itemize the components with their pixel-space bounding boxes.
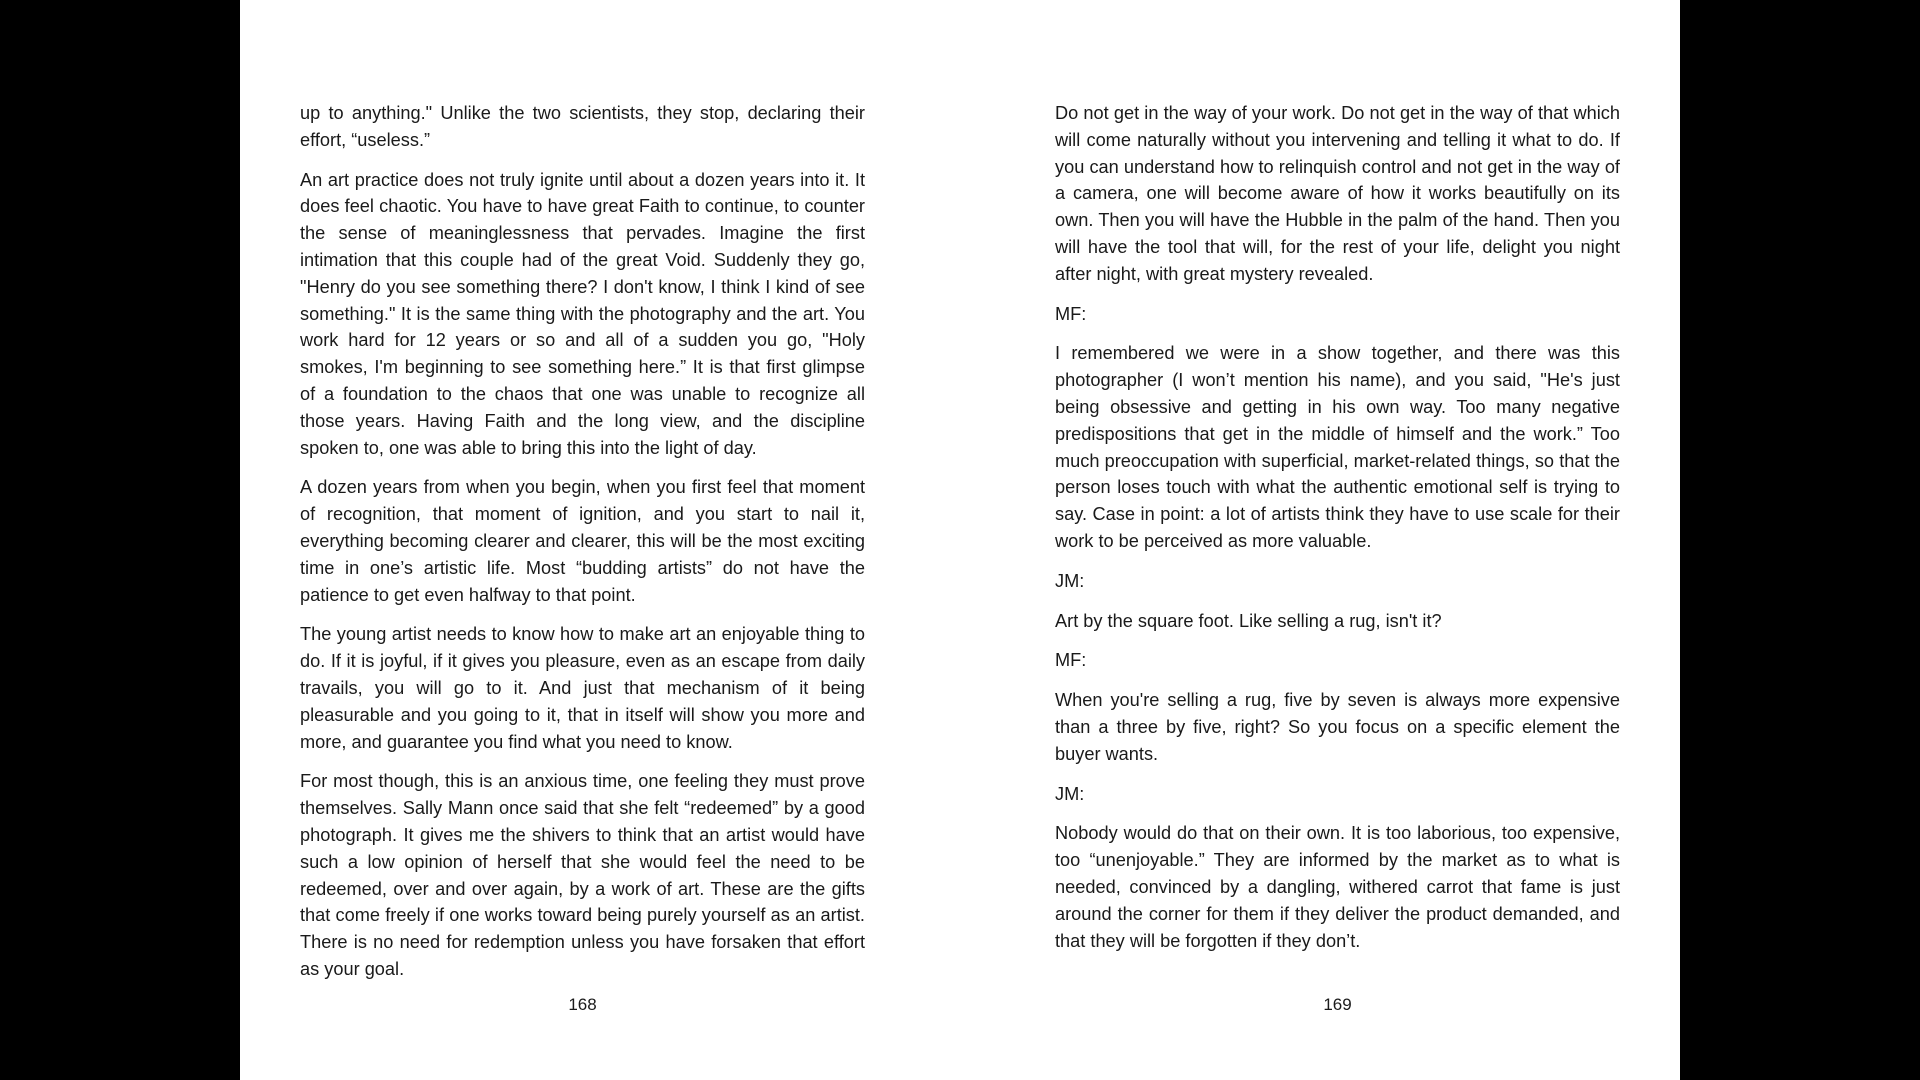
speaker-label: MF: [1055, 650, 1087, 671]
speaker-label: JM: [1055, 570, 1085, 591]
left-paragraph-3: A dozen years from when you begin, when you first feel that moment of recognition, that moment of ignition, and you start to nail it, everything becoming clearer and clearer, this will be the most exciting time in one’s artistic life. Most “budding artists” do not have the patience to get even halfway to that point. [300, 477, 865, 605]
speaker-label: JM: [1055, 783, 1085, 804]
book-spread [240, 0, 1680, 1080]
speaker-label: MF: [1055, 303, 1087, 324]
left-page-number: 168 [568, 995, 597, 1014]
right-paragraph-3: I remembered we were in a show together, and there was this photographer (I won’t mention his name), and you said, "He's just being obsessive and getting in his own way. Too many negative predispositions that get in the middle of himself and the work.” Too much preoccupation with superficial, market-related things, so that the person loses touch with what the authentic emotional self is trying to say. Case in point: a lot of artists think they have to use scale for their work to be perceived as more valuable. [1055, 343, 1620, 551]
left-paragraph-5: For most though, this is an anxious time, one feeling they must prove themselves. Sally Mann once said that she felt “redeemed” by a good photograph. It gives me the shivers to think that an artist would have such a low opinion of herself that she would feel the need to be redeemed, over and over again, by a work of art. These are the gifts that come freely if one works toward being purely yourself as an artist. There is no need for redemption unless you have forsaken that effort as your goal. [300, 771, 865, 979]
right-paragraph-7: When you're selling a rug, five by seven is always more expensive than a three by five, right? So you focus on a specific element the buyer wants. [1055, 690, 1620, 764]
left-paragraph-2: An art practice does not truly ignite until about a dozen years into it. It does feel chaotic. You have to have great Faith to continue, to counter the sense of meaninglessness that pervades. Imagine the first intimation that this couple had of the great Void. Suddenly they go, "Henry do you see something there? I don't know, I think I kind of see something." It is the same thing with the photography and the art. You work hard for 12 years or so and all of a sudden you go, "Holy smokes, I'm beginning to see something here.” It is that first glimpse of a foundation to the chaos that one was unable to recognize all those years. Having Faith and the long view, and the discipline spoken to, one was able to bring this into the light of day. [300, 169, 865, 458]
right-paragraph-5: Art by the square foot. Like selling a rug, isn't it? [1055, 610, 1442, 631]
left-paragraph-4: The young artist needs to know how to make art an enjoyable thing to do. If it is joyful, if it gives you pleasure, even as an escape from daily travails, you will go to it. And just that mechanism of it being pleasurable and you going to it, that in itself will show you more and more, and guarantee you find what you need to know. [300, 624, 865, 752]
left-paragraph-1: up to anything." Unlike the two scientists, they stop, declaring their effort, “useless.” [300, 103, 865, 150]
right-page-number: 169 [1323, 995, 1352, 1014]
right-paragraph-1: Do not get in the way of your work. Do not get in the way of that which will come naturally without you intervening and telling it what to do. If you can understand how to relinquish control and not get in the way of a camera, one will become aware of how it works beautifully on its own. Then you will have the Hubble in the palm of the hand. Then you will have the tool that will, for the rest of your life, delight you night after night, with great mystery revealed. [1055, 103, 1620, 284]
left-page [300, 100, 865, 996]
right-page [1055, 100, 1620, 967]
right-paragraph-9: Nobody would do that on their own. It is too laborious, too expensive, too “unenjoyable.” They are informed by the market as to what is needed, convinced by a dangling, withered carrot that fame is just around the corner for them if they deliver the product demanded, and that they will be forgotten if they don’t. [1055, 823, 1620, 951]
